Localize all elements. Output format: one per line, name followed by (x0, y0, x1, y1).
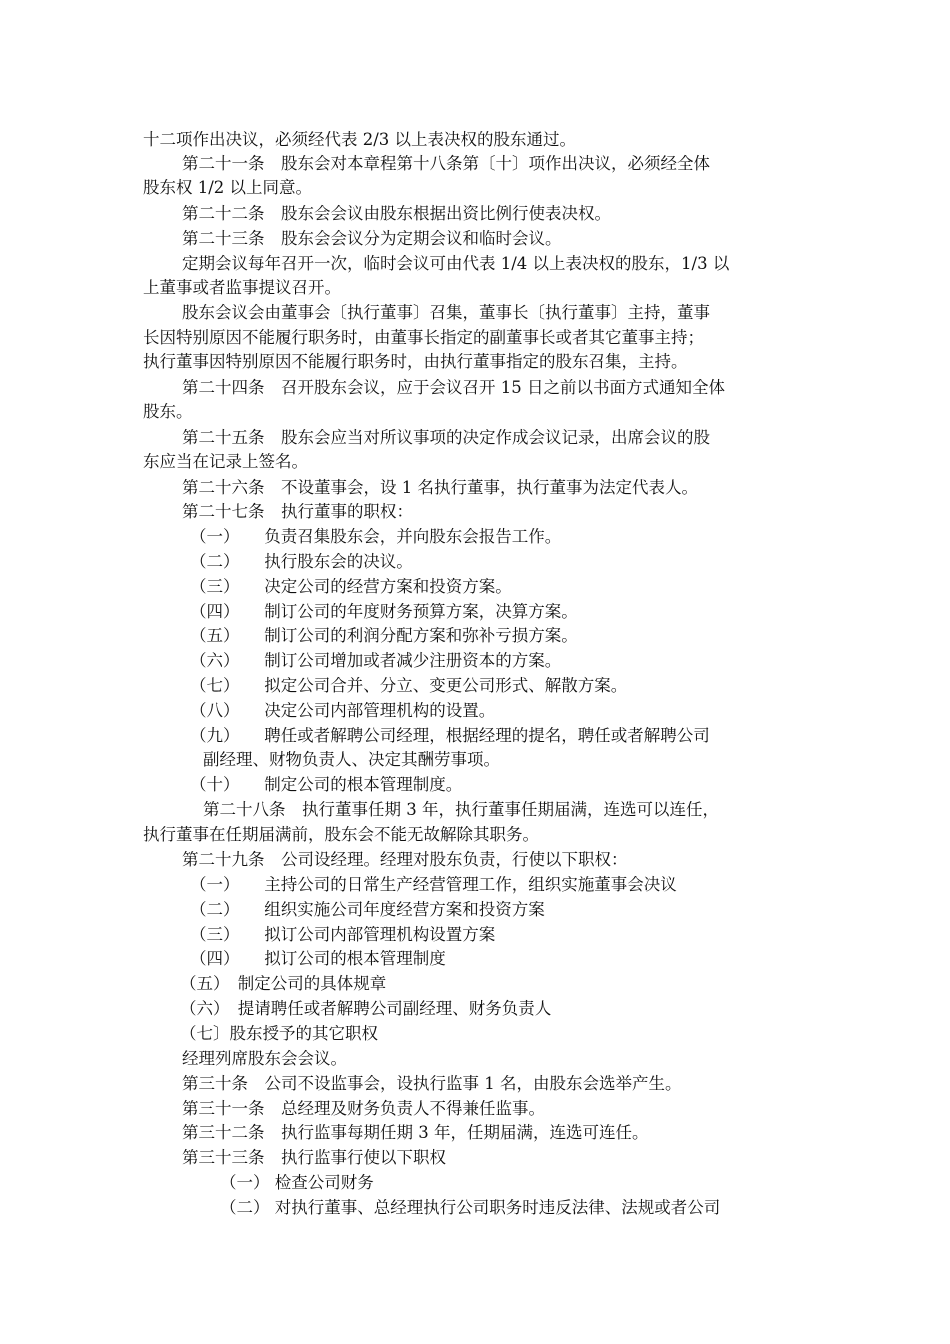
text-line: 经理列席股东会会议。 (182, 1049, 347, 1068)
text-line: （一） 主持公司的日常生产经营管理工作，组织实施董事会决议 (190, 875, 677, 894)
text-line: 第二十一条 股东会对本章程第十八条第〔十〕项作出决议，必须经全体 (182, 154, 710, 173)
text-line: 长因特别原因不能履行职务时，由董事长指定的副董事长或者其它董事主持； (143, 328, 704, 347)
text-line: 副经理、财物负责人、决定其酬劳事项。 (203, 750, 500, 769)
text-line: （五） 制定公司的具体规章 (180, 974, 387, 993)
text-line: （一） 检查公司财务 (220, 1173, 374, 1192)
text-line: 第三十一条 总经理及财务负责人不得兼任监事。 (182, 1099, 545, 1118)
text-line: （五） 制订公司的利润分配方案和弥补亏损方案。 (190, 626, 578, 645)
text-line: 东应当在记录上签名。 (143, 452, 308, 471)
text-line: （一） 负责召集股东会，并向股东会报告工作。 (190, 527, 562, 546)
text-line: 第三十条 公司不设监事会，设执行监事 1 名，由股东会选举产生。 (182, 1074, 682, 1093)
text-line: 定期会议每年召开一次，临时会议可由代表 1/4 以上表决权的股东，1/3 以 (182, 254, 730, 273)
text-line: 第三十二条 执行监事每期任期 3 年，任期届满，连选可连任。 (182, 1123, 649, 1142)
text-line: 十二项作出决议，必须经代表 2/3 以上表决权的股东通过。 (143, 130, 577, 149)
text-line: 股东权 1/2 以上同意。 (143, 178, 313, 197)
text-line: （二） 对执行董事、总经理执行公司职务时违反法律、法规或者公司 (220, 1198, 721, 1217)
text-line: （二） 组织实施公司年度经营方案和投资方案 (190, 900, 545, 919)
text-line: （二） 执行股东会的决议。 (190, 552, 413, 571)
text-line: 第二十七条 执行董事的职权： (182, 502, 413, 521)
text-line: 第二十三条 股东会会议分为定期会议和临时会议。 (182, 229, 562, 248)
text-line: 股东。 (143, 402, 193, 421)
text-line: （十） 制定公司的根本管理制度。 (190, 775, 463, 794)
text-line: 第二十四条 召开股东会议，应于会议召开 15 日之前以书面方式通知全体 (182, 378, 725, 397)
text-line: 第二十二条 股东会会议由股东根据出资比例行使表决权。 (182, 204, 611, 223)
text-line: （三） 决定公司的经营方案和投资方案。 (190, 577, 512, 596)
text-line: （三） 拟订公司内部管理机构设置方案 (190, 925, 496, 944)
text-line: （六） 制订公司增加或者减少注册资本的方案。 (190, 651, 562, 670)
text-line: 第二十九条 公司设经理。经理对股东负责，行使以下职权： (182, 850, 628, 869)
text-line: （六） 提请聘任或者解聘公司副经理、财务负责人 (180, 999, 552, 1018)
text-line: 第二十六条 不设董事会，设 1 名执行董事，执行董事为法定代表人。 (182, 478, 698, 497)
text-line: （四） 制订公司的年度财务预算方案，决算方案。 (190, 602, 578, 621)
text-line: （九） 聘任或者解聘公司经理，根据经理的提名，聘任或者解聘公司 (190, 726, 710, 745)
text-line: 股东会议会由董事会〔执行董事〕召集，董事长〔执行董事〕主持，董事 (182, 303, 710, 322)
text-line: （四） 拟订公司的根本管理制度 (190, 949, 446, 968)
text-line: （七〕股东授予的其它职权 (180, 1024, 378, 1043)
text-line: （八） 决定公司内部管理机构的设置。 (190, 701, 496, 720)
text-line: 第二十八条 执行董事任期 3 年，执行董事任期届满，连选可以连任， (203, 800, 719, 819)
text-line: 第二十五条 股东会应当对所议事项的决定作成会议记录，出席会议的股 (182, 428, 710, 447)
text-line: 执行董事因特别原因不能履行职务时，由执行董事指定的股东召集，主持。 (143, 352, 688, 371)
text-line: 第三十三条 执行监事行使以下职权 (182, 1148, 446, 1167)
text-line: 上董事或者监事提议召开。 (143, 278, 341, 297)
text-line: （七） 拟定公司合并、分立、变更公司形式、解散方案。 (190, 676, 628, 695)
text-line: 执行董事在任期届满前，股东会不能无故解除其职务。 (143, 825, 539, 844)
